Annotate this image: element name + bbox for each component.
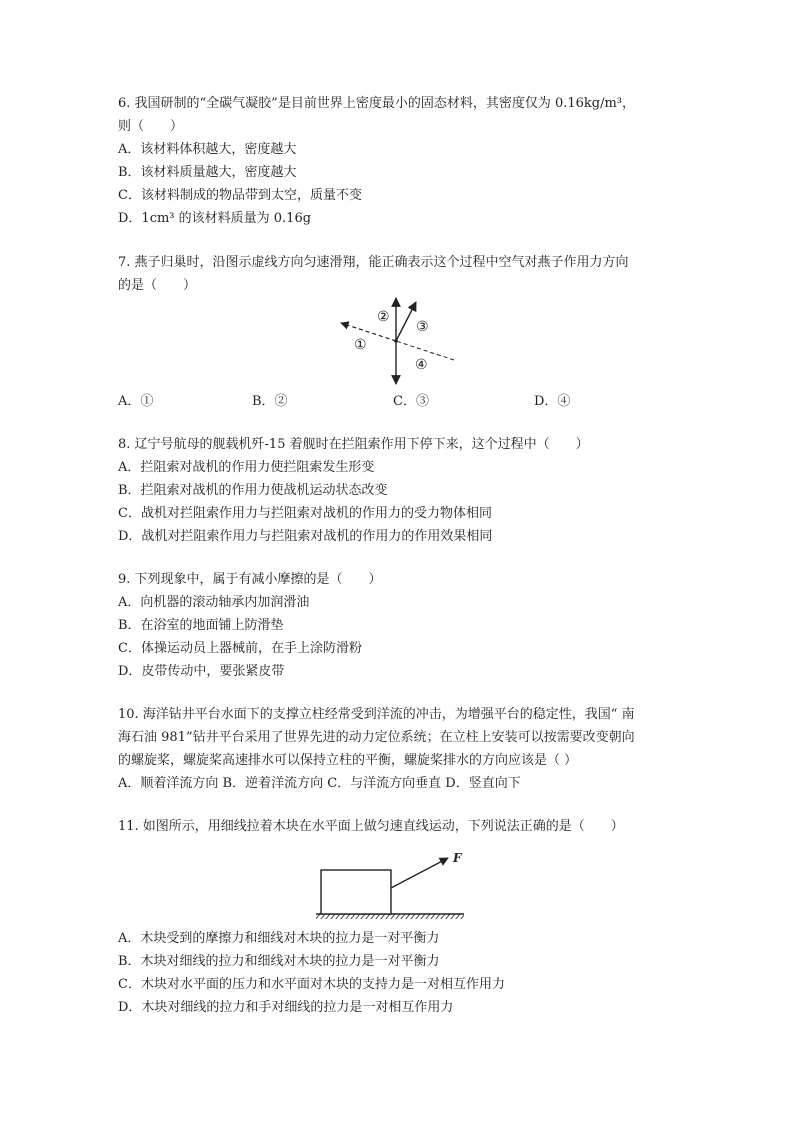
q9-option-c: C．体操运动员上器械前，在手上涂防滑粉 [118,641,362,656]
label-3: ③ [416,319,429,335]
q7-force-diagram [330,292,460,388]
q7-option-a: A．① [118,394,154,409]
q7-option-b: B．② [252,394,288,409]
q8-option-a: A．拦阻索对战机的作用力使拦阻索发生形变 [118,460,375,475]
q6-stem-line2: 则（ ） [118,119,184,134]
label-2: ② [377,309,390,325]
q8-option-d: D．战机对拦阻索作用力与拦阻索对战机的作用力的作用效果相同 [118,529,493,544]
arrow-1 [341,323,396,341]
q9-stem: 9. 下列现象中，属于有减小摩擦的是（ ） [118,572,382,587]
q9-option-d: D．皮带传动中，要张紧皮带 [118,664,285,679]
q9-option-a: A．向机器的滚动轴承内加润滑油 [118,595,310,610]
q11-option-d: D．木块对细线的拉力和手对细线的拉力是一对相互作用力 [118,1000,454,1015]
q6-option-a: A．该材料体积越大，密度越大 [118,142,297,157]
q6-stem-line1: 6. 我国研制的“全碳气凝胶”是目前世界上密度最小的固态材料，其密度仅为 0.16kg/m³， [118,96,636,111]
q11-option-b: B．木块对细线的拉力和细线对木块的拉力是一对平衡力 [118,954,440,969]
label-4: ④ [415,357,428,373]
q7-option-d: D．④ [534,394,571,409]
q10-options: A．顺着洋流方向 B．逆着洋流方向 C．与洋流方向垂直 D．竖直向下 [118,776,521,791]
q10-stem-line2: 海石油 981”钻井平台采用了世界先进的动力定位系统；在立柱上安装可以按需要改变朝向 [118,730,635,745]
force-label: F [453,851,462,865]
q7-stem-line1: 7. 燕子归巢时，沿图示虚线方向匀速滑翔，能正确表示这个过程中空气对燕子作用力方向 [118,255,629,270]
q11-option-a: A．木块受到的摩擦力和细线对木块的拉力是一对平衡力 [118,931,440,946]
q8-option-c: C．战机对拦阻索作用力与拦阻索对战机的作用力的受力物体相同 [118,506,492,521]
arrow-3 [396,302,416,341]
q6-option-c: C．该材料制成的物品带到太空，质量不变 [118,188,362,203]
q6-option-d: D．1cm³ 的该材料质量为 0.16g [118,211,312,226]
ground-hatch [316,914,464,919]
q6-option-b: B．该材料质量越大，密度越大 [118,165,297,180]
q10-stem-line1: 10. 海洋钻井平台水面下的支撑立柱经常受到洋流的冲击，为增强平台的稳定性，我国“ 南 [118,707,635,722]
label-1: ① [354,337,367,353]
q7-option-c: C．③ [393,394,429,409]
q7-stem-line2: 的是（ ） [118,278,197,293]
q10-stem-line3: 的螺旋桨，螺旋桨高速排水可以保持立柱的平衡，螺旋桨排水的方向应该是（ ） [118,753,578,768]
q7-options-row [118,393,718,411]
q11-stem: 11. 如图所示，用细线拉着木块在水平面上做匀速直线运动，下列说法正确的是（ ） [118,819,624,834]
q11-option-c: C．木块对水平面的压力和水平面对木块的支持力是一对相互作用力 [118,977,505,992]
q11-block-diagram [310,848,475,923]
q8-option-b: B．拦阻索对战机的作用力使战机运动状态改变 [118,483,388,498]
pull-force-arrow [391,858,448,888]
q9-option-b: B．在浴室的地面铺上防滑垫 [118,618,284,633]
q8-stem: 8. 辽宁号航母的舰载机歼-15 着舰时在拦阻索作用下停下来，这个过程中（ ） [118,437,589,452]
wooden-block [321,870,391,914]
